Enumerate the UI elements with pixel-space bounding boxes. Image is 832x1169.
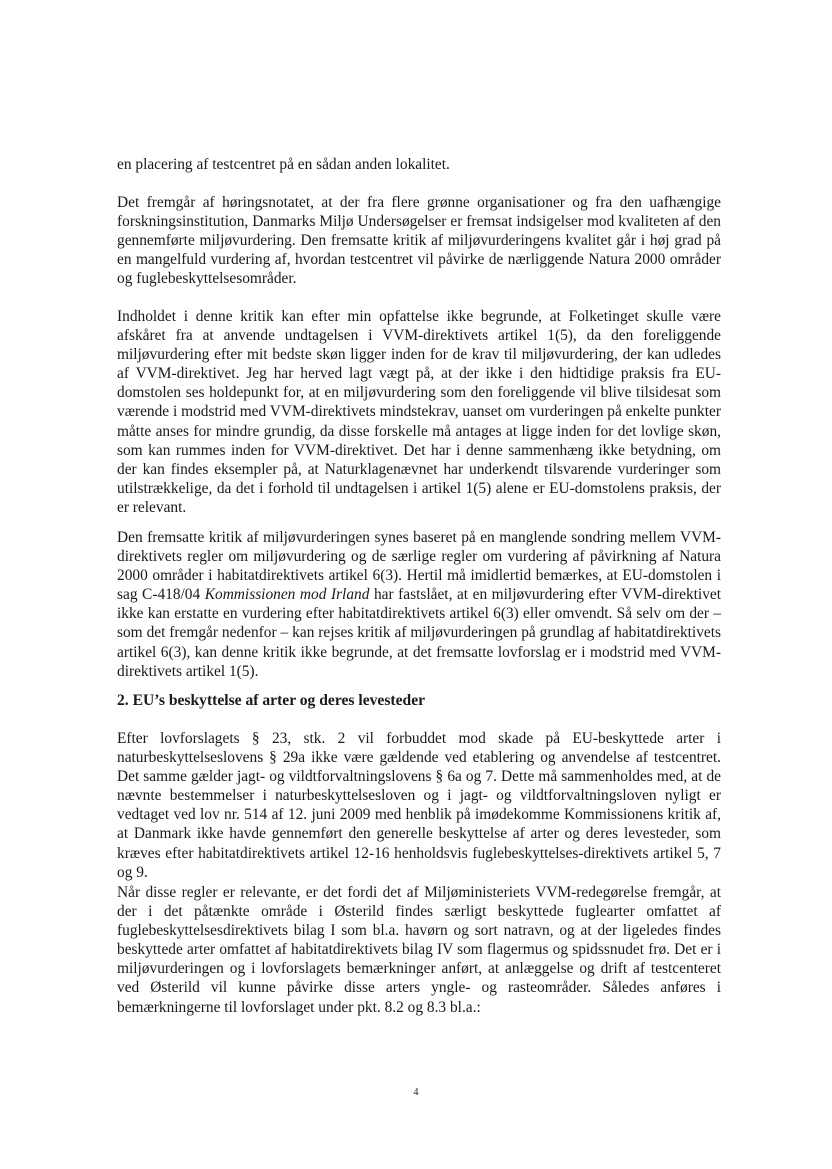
paragraph-species-protection: Efter lovforslagets § 23, stk. 2 vil forbuddet mod skade på EU-beskyttede arter i naturbeskyttelseslovens § 29a ikke være gældende ved etablering og anvendelse af testcentret. Det samme gælder jagt- og vildtforvaltningslovens § 6a og 7. Dette må sammenholdes med, at de nævnte bestemmelser i naturbeskyttelsesloven og i jagt- og vildtforvaltningsloven nyligt er vedtaget ved lov nr. 514 af 12. juni 2009 med henblik på imødekomme Kommissionens kritik af, at Danmark ikke havde gennemført den generelle beskyttelse af arter og deres levesteder, som kræves efter habitatdirektivets artikel 12-16 henholdsvis fuglebeskyttelses-direktivets artikel 5, 7 og 9. bbox=[117, 730, 721, 881]
page-number: 4 bbox=[413, 1087, 419, 1098]
paragraph-text-part: Den fremsatte kritik af miljøvurderingen synes baseret på en manglende sondring mellem VVM-direktivets regler om miljøvurdering og de særlige regler om vurdering af påvirkning af Natura 2000 områder i habitatdirektivets artikel 6(3). Hertil må imidlertid bemærkes, at EU-domstolen i sag C-418/04 bbox=[117, 529, 721, 604]
case-name: Kommissionen mod Irland bbox=[204, 586, 370, 604]
paragraph-hearing-note: Det fremgår af høringsnotatet, at der fra flere grønne organisationer og fra den uafhængige forskningsinstitution, Danmarks Miljø Undersøgelser er fremsat indsigelser mod kvaliteten af den gennemførte miljøvurdering. Den fremsatte kritik af miljøvurderingens kvalitet går i høj grad på en mangelfuld vurdering af, hvordan testcentret vil påvirke de nærliggende Natura 2000 områder og fuglebeskyttelsesområder. bbox=[117, 194, 721, 288]
paragraph-text-part: har fastslået, at en miljøvurdering efter VVM-direktivet ikke kan erstatte en vurdering efter habitatdirektivets artikel 6(3) eller omvendt. Så selv om der – som det fremgår nedenfor – kan rejses kritik af miljøvurderingen på grundlag af habitatdirektivets artikel 6(3), kan denne kritik ikke begrunde, at det fremsatte lovforslag er i modstrid med VVM-direktivets artikel 1(5). bbox=[117, 586, 721, 680]
paragraph-placement: en placering af testcentret på en sådan anden lokalitet. bbox=[117, 156, 450, 173]
paragraph-vvm-habitat-distinction bbox=[117, 528, 721, 681]
paragraph-relevant-rules: Når disse regler er relevante, er det fordi det af Miljøministeriets VVM-redegørelse fremgår, at der i det påtænkte område i Østerild findes særligt beskyttede fuglearter omfattet af fuglebeskyttelsesdirektivets bilag I som bl.a. havørn og sort natravn, og at der ligeledes findes beskyttede arter omfattet af habitatdirektivets bilag IV som flagermus og spidssnudet frø. Det er i miljøvurderingen og i lovforslagets bemærkninger anført, at anlæggelse og drift af testcenteret ved Østerild vil kunne påvirke disse arters yngle- og rasteområder. Således anføres i bemærkningerne til lovforslaget under pkt. 8.2 og 8.3 bl.a.: bbox=[117, 884, 721, 1016]
paragraph-criticism-assessment: Indholdet i denne kritik kan efter min opfattelse ikke begrunde, at Folketinget skulle være afskåret fra at anvende undtagelsen i VVM-direktivets artikel 1(5), da den foreliggende miljøvurdering efter mit bedste skøn ligger inden for de krav til miljøvurdering, der kan udledes af VVM-direktivet. Jeg har herved lagt vægt på, at der ikke i den hidtidige praksis fra EU-domstolen ses holdepunkt for, at en miljøvurdering som den foreliggende vil blive tilsidesat som værende i modstrid med VVM-direktivets mindstekrav, uanset om vurderingen på enkelte punkter måtte anses for mindre grundig, da disse forskelle må antages at ligge inden for det lovlige skøn, som kan rummes inden for VVM-direktivet. Det har i denne sammenhæng ikke betydning, om der kan findes eksempler på, at Naturklagenævnet har underkendt tilsvarende vurderinger som utilstrækkelige, da det i forhold til undtagelsen i artikel 1(5) alene er EU-domstolens praksis, der er relevant. bbox=[117, 308, 721, 516]
section-heading: 2. EU’s beskyttelse af arter og deres levesteder bbox=[117, 692, 426, 709]
